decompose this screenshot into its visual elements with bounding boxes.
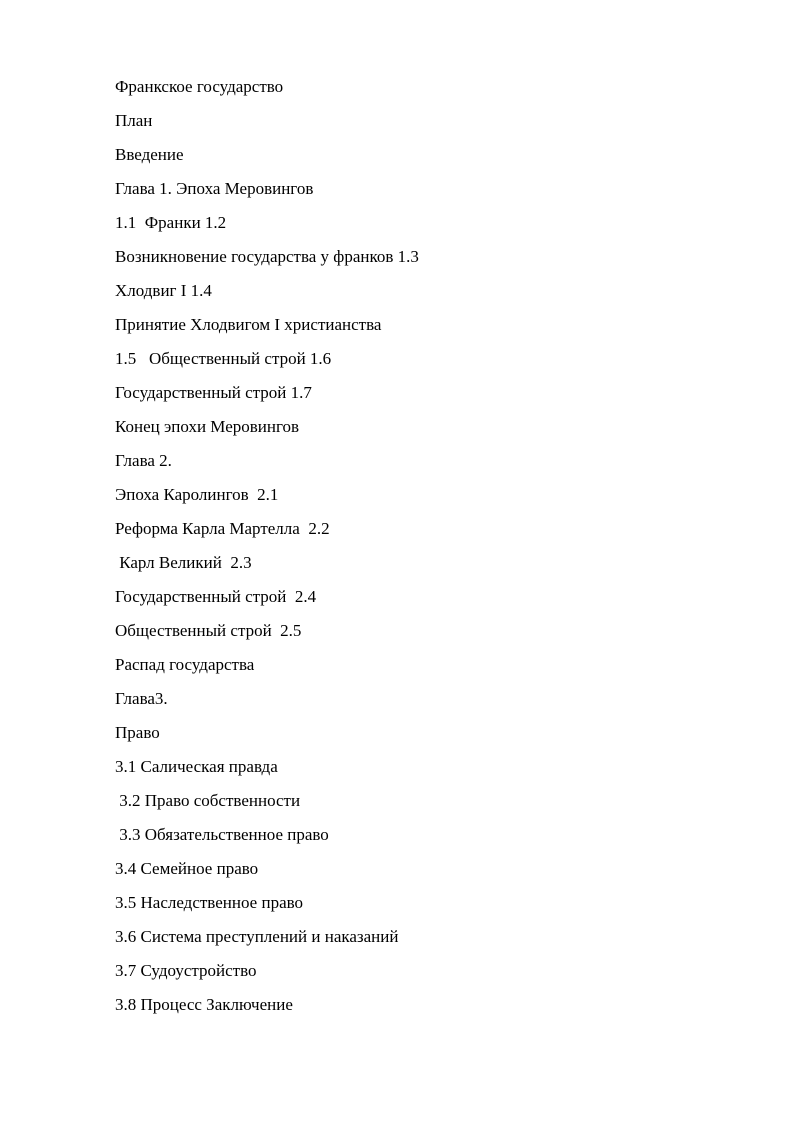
toc-chapter-heading: Глава3. bbox=[115, 689, 168, 708]
toc-line: Право bbox=[115, 723, 160, 742]
toc-line: Распад государства bbox=[115, 655, 255, 674]
plan-heading: План bbox=[115, 111, 153, 130]
toc-chapter-heading: Глава 2. bbox=[115, 451, 172, 470]
toc-chapter-heading: Глава 1. Эпоха Меровингов bbox=[115, 179, 314, 198]
toc-line: Эпоха Каролингов 2.1 bbox=[115, 485, 279, 504]
toc-line: Принятие Хлодвигом I христианства bbox=[115, 315, 382, 334]
table-of-contents bbox=[115, 75, 755, 1027]
toc-line: Реформа Карла Мартелла 2.2 bbox=[115, 519, 330, 538]
toc-line: Конец эпохи Меровингов bbox=[115, 417, 300, 436]
toc-line: 3.4 Семейное право bbox=[115, 859, 259, 878]
toc-line: 3.5 Наследственное право bbox=[115, 893, 304, 912]
document-title: Франкское государство bbox=[115, 77, 284, 96]
toc-line: Возникновение государства у франков 1.3 bbox=[115, 247, 419, 266]
toc-line: 1.1 Франки 1.2 bbox=[115, 213, 227, 232]
toc-line: 3.3 Обязательственное право bbox=[115, 825, 329, 844]
toc-line: Общественный строй 2.5 bbox=[115, 621, 302, 640]
toc-line: Введение bbox=[115, 145, 184, 164]
toc-line: 3.6 Система преступлений и наказаний bbox=[115, 927, 399, 946]
toc-line: 1.5 Общественный строй 1.6 bbox=[115, 349, 332, 368]
toc-line: Государственный строй 1.7 bbox=[115, 383, 312, 402]
toc-line: 3.7 Судоустройство bbox=[115, 961, 257, 980]
toc-line: Государственный строй 2.4 bbox=[115, 587, 317, 606]
toc-line: 3.8 Процесс Заключение bbox=[115, 995, 293, 1014]
toc-line: 3.1 Салическая правда bbox=[115, 757, 278, 776]
toc-line: 3.2 Право собственности bbox=[115, 791, 301, 810]
toc-line: Хлодвиг I 1.4 bbox=[115, 281, 212, 300]
toc-line: Карл Великий 2.3 bbox=[115, 553, 252, 572]
